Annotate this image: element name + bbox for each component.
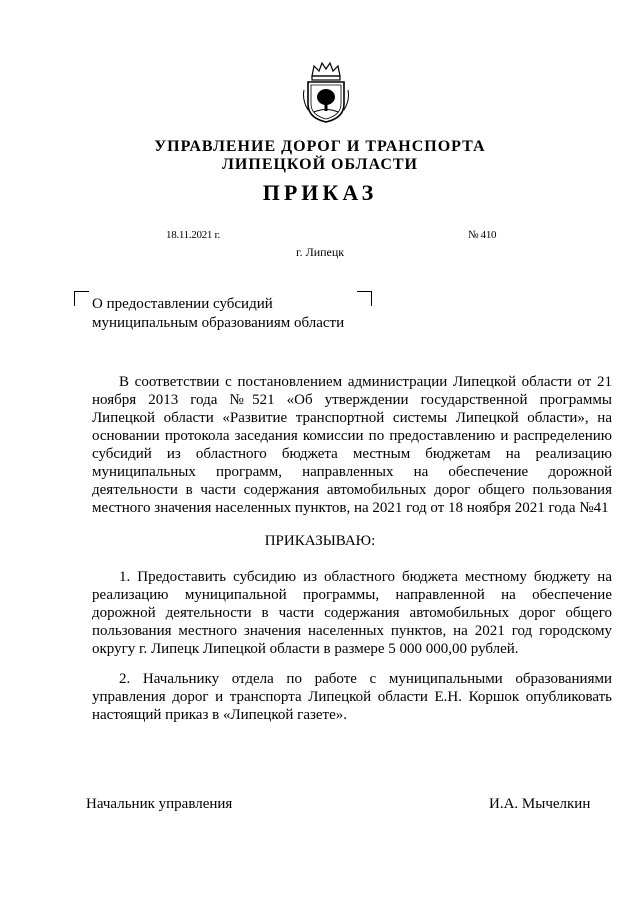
document-city: г. Липецк <box>296 245 345 259</box>
signatory-title: Начальник управления <box>86 796 233 812</box>
subject-bracket-left <box>74 291 89 306</box>
order-word: ПРИКАЗЫВАЮ: <box>264 533 376 549</box>
subject-line1: О предоставлении субсидий <box>92 296 273 312</box>
document-subject <box>92 295 344 333</box>
document-type: ПРИКАЗ <box>262 180 378 205</box>
org-name-line1: УПРАВЛЕНИЕ ДОРОГ И ТРАНСПОРТА <box>154 138 486 155</box>
lipetsk-coat-of-arms-icon <box>302 60 350 124</box>
subject-bracket-right <box>357 291 372 306</box>
order-item-1: 1. Предоставить субсидию из областного бюджета местному бюджету на реализацию муниципальной программы, направленной на обеспечение дорожной деятельности в части содержания автомобильных дорог общего пользования местного значения населенных пунктов, на 2021 год городскому округу г. Липецк Липецкой области в размере 5 000 000,00 рублей. <box>92 569 612 657</box>
document-date: 18.11.2021 г. <box>166 229 220 241</box>
signatory-name: И.А. Мычелкин <box>489 796 591 812</box>
order-item-2: 2. Начальнику отдела по работе с муниципальными образованиями управления дорог и транспорта Липецкой области Е.Н. Коршок опубликовать настоящий приказ в «Липецкой газете». <box>92 671 612 723</box>
subject-line2: муниципальным образованиям области <box>92 315 345 331</box>
org-name-line2: ЛИПЕЦКОЙ ОБЛАСТИ <box>222 156 418 173</box>
preamble-paragraph: В соответствии с постановлением администрации Липецкой области от 21 ноября 2013 года №521 «Об утверждении государственной программы Липецкой области «Развитие транспортной системы Липецкой области», на основании протокола заседания комиссии по предоставлению и распределению субсидий из областного бюджета местным бюджетам на реализацию муниципальных программ, направленных на обеспечение дорожной деятельности в части содержания автомобильных дорог общего пользования местного значения населенных пунктов, на 2021 год от 18 ноября 2021 года №41 <box>92 374 612 516</box>
document-number: № 410 <box>468 229 497 241</box>
